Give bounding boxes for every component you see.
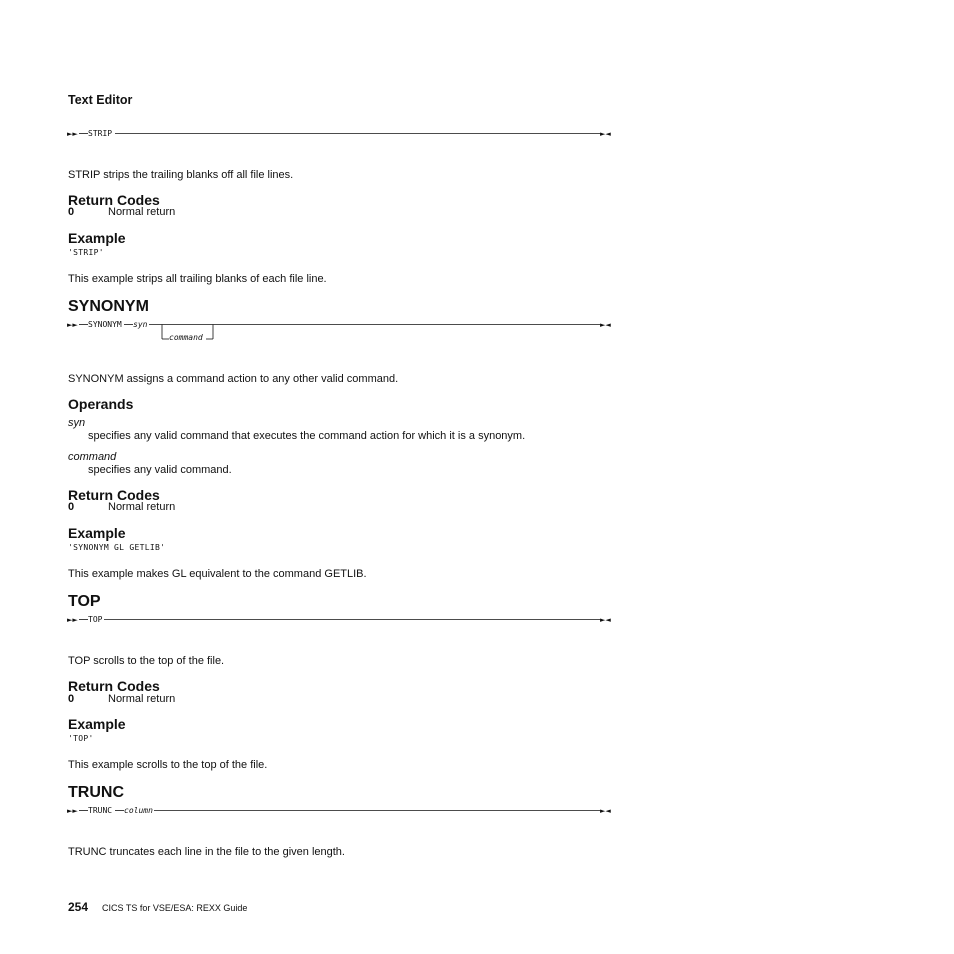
synonym-example-heading: Example (68, 525, 126, 541)
strip-return-code-desc: Normal return (108, 206, 176, 218)
synonym-operands-heading: Operands (68, 396, 134, 412)
trunc-description: TRUNC truncates each line in the file to the given length. (68, 846, 345, 858)
top-syntax-keyword: TOP (88, 615, 103, 624)
trunc-heading: TRUNC (68, 784, 124, 801)
top-heading: TOP (68, 593, 101, 610)
page-number: 254 (68, 900, 89, 914)
synonym-description: SYNONYM assigns a command action to any other valid command. (68, 373, 399, 385)
operand-term-command: command (68, 451, 117, 463)
synonym-syntax-command: command (169, 333, 203, 342)
syntax-end-arrow: ►◄ (600, 321, 611, 329)
synonym-return-code: 0 (68, 501, 75, 513)
trunc-syntax-diagram (60, 802, 620, 818)
trunc-syntax-keyword: TRUNC (88, 806, 113, 815)
strip-example-code: 'STRIP' (68, 248, 104, 257)
synonym-syntax-keyword: SYNONYM (88, 320, 122, 329)
syntax-start-arrow: ►► (67, 321, 78, 329)
strip-return-code: 0 (68, 206, 75, 218)
top-return-code-desc: Normal return (108, 693, 176, 705)
strip-syntax-diagram (60, 125, 620, 141)
synonym-example-code: 'SYNONYM GL GETLIB' (68, 543, 166, 552)
top-return-codes-heading: Return Codes (68, 678, 160, 694)
synonym-return-codes-heading: Return Codes (68, 487, 160, 503)
book-title: CICS TS for VSE/ESA: REXX Guide (102, 903, 248, 913)
operand-desc-syn: specifies any valid command that executes the command action for which it is a synonym. (88, 430, 526, 442)
operand-term-syn: syn (68, 417, 86, 429)
syntax-end-arrow: ►◄ (600, 807, 611, 815)
synonym-example-desc: This example makes GL equivalent to the command GETLIB. (68, 568, 367, 580)
strip-example-heading: Example (68, 230, 126, 246)
synonym-syntax-diagram (60, 316, 620, 346)
synonym-syntax-syn: syn (133, 320, 148, 329)
syntax-end-arrow: ►◄ (600, 616, 611, 624)
top-syntax-diagram (60, 611, 620, 627)
syntax-start-arrow: ►► (67, 616, 78, 624)
top-description: TOP scrolls to the top of the file. (68, 655, 225, 667)
trunc-syntax-column: column (124, 806, 153, 815)
synonym-heading: SYNONYM (68, 298, 149, 315)
top-example-heading: Example (68, 716, 126, 732)
strip-description: STRIP strips the trailing blanks off all file lines. (68, 169, 294, 181)
strip-syntax-keyword: STRIP (88, 129, 113, 138)
top-example-code: 'TOP' (68, 734, 94, 743)
strip-return-codes-heading: Return Codes (68, 192, 160, 208)
syntax-end-arrow: ►◄ (600, 130, 611, 138)
running-head: Text Editor (68, 93, 133, 107)
top-example-desc: This example scrolls to the top of the file. (68, 759, 268, 771)
operand-desc-command: specifies any valid command. (88, 464, 232, 476)
synonym-return-code-desc: Normal return (108, 501, 176, 513)
top-return-code: 0 (68, 693, 75, 705)
syntax-start-arrow: ►► (67, 130, 78, 138)
strip-example-desc: This example strips all trailing blanks of each file line. (68, 273, 327, 285)
syntax-start-arrow: ►► (67, 807, 78, 815)
